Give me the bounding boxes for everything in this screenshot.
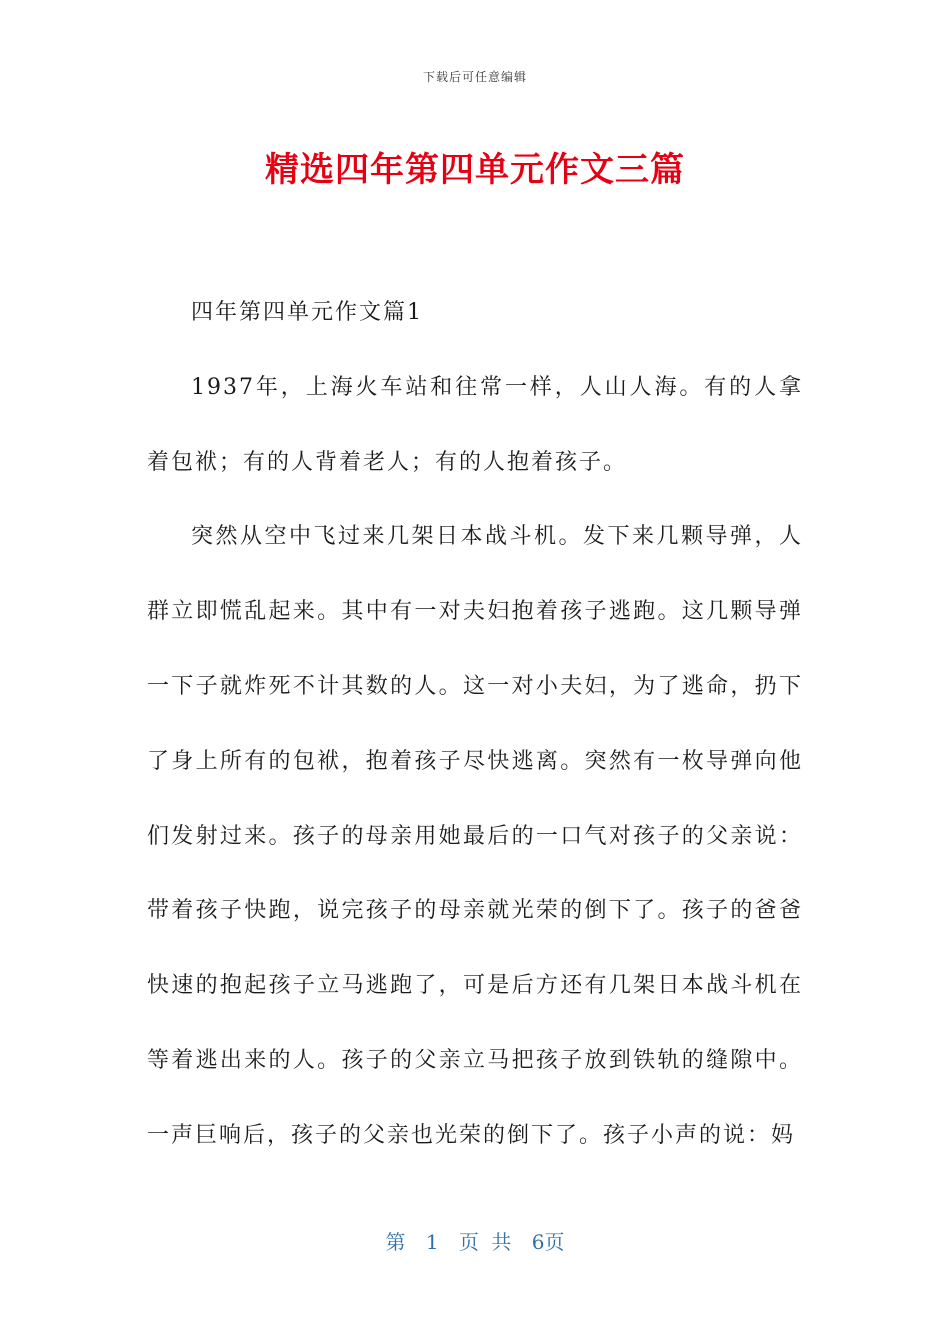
page-label-prefix: 第 xyxy=(385,1230,406,1254)
header-note: 下载后可任意编辑 xyxy=(422,70,527,84)
total-pages: 6页 xyxy=(531,1230,565,1254)
document-title: 精选四年第四单元作文三篇 xyxy=(265,150,685,190)
page-footer xyxy=(0,1226,950,1255)
document-body xyxy=(147,276,803,1174)
page-label-mid: 页 共 xyxy=(459,1230,512,1254)
current-page-number: 1 xyxy=(425,1230,439,1254)
paragraph: 1937年，上海火车站和往常一样，人山人海。有的人拿着包袱；有的人背着老人；有的人抱着孩子。 xyxy=(147,374,803,475)
section-heading: 四年第四单元作文篇1 xyxy=(191,300,423,325)
paragraph: 突然从空中飞过来几架日本战斗机。发下来几颗导弹，人群立即慌乱起来。其中有一对夫妇抱着孩子逃跑。这几颗导弹一下子就炸死不计其数的人。这一对小夫妇，为了逃命，扔下了身上所有的包袱，抱着孩子尽快逃离。突然有一枚导弹向他们发射过来。孩子的母亲用她最后的一口气对孩子的父亲说：带着孩子快跑，说完孩子的母亲就光荣的倒下了。孩子的爸爸快速的抱起孩子立马逃跑了，可是后方还有几架日本战斗机在等着逃出来的人。孩子的父亲立马把孩子放到铁轨的缝隙中。一声巨响后，孩子的父亲也光荣的倒下了。孩子小声的说：妈 xyxy=(147,524,803,1148)
